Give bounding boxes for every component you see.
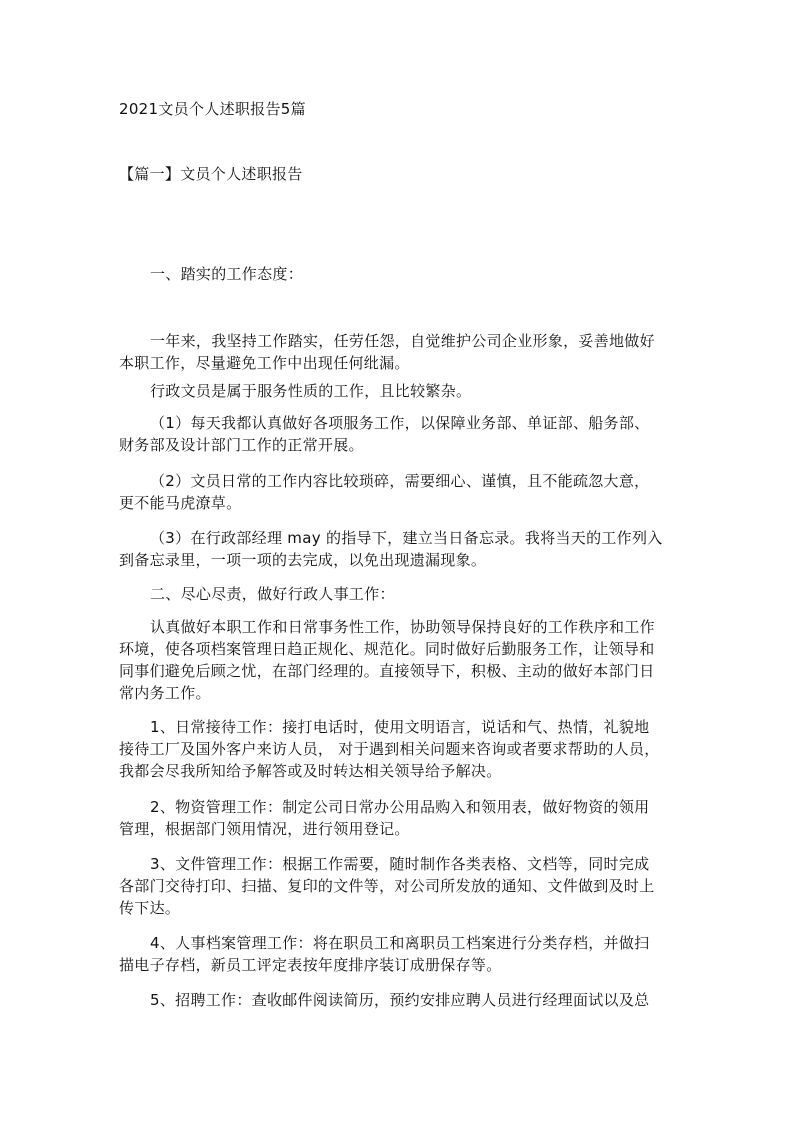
- paragraph-line: 到备忘录里，一项一项的去完成，以免出现遗漏现象。: [119, 551, 487, 569]
- paragraph-line: 我都会尽我所知给予解答或及时转达相关领导给予解决。: [119, 762, 502, 780]
- paragraph-10: [119, 932, 650, 976]
- paragraph-8: [119, 796, 650, 840]
- paragraph-line: 2、物资管理工作：制定公司日常办公用品购入和领用表，做好物资的领用: [150, 798, 650, 816]
- document-title: 2021文员个人述职报告5篇: [119, 100, 306, 118]
- paragraph-9: [119, 853, 655, 919]
- paragraph-line: （3）在行政部经理 may 的指导下，建立当日备忘录。我将当天的工作列入: [150, 529, 663, 547]
- paragraph-5: [119, 527, 663, 571]
- paragraph-2: 行政文员是属于服务性质的工作，且比较繁杂。: [150, 382, 472, 400]
- paragraph-line: 环境，使各项档案管理日趋正规化、规范化。同时做好后勤服务工作，让领导和: [119, 640, 655, 658]
- paragraph-line: 描电子存档，新员工评定表按年度排序装订成册保存等。: [119, 956, 502, 974]
- paragraph-line: 各部门交待打印、扫描、复印的文件等，对公司所发放的通知、文件做到及时上: [119, 877, 655, 895]
- paragraph-line: （2）文员日常的工作内容比较琐碎，需要细心、谨慎，且不能疏忽大意，: [150, 472, 650, 490]
- paragraph-11: [150, 989, 649, 1011]
- section-heading-1: 一、踏实的工作态度：: [150, 265, 304, 283]
- paragraph-3: [119, 412, 650, 456]
- paragraph-line: 1、日常接待工作：接打电话时，使用文明语言，说话和气、热情，礼貌地: [150, 718, 650, 736]
- paragraph-4: [119, 470, 650, 514]
- paragraph-line: 管理，根据部门领用情况，进行领用登记。: [119, 820, 410, 838]
- paragraph-line: 3、文件管理工作：根据工作需要，随时制作各类表格、文档等，同时完成: [150, 855, 650, 873]
- paragraph-line: 常内务工作。: [119, 684, 211, 702]
- paragraph-line: 一年来，我坚持工作踏实，任劳任怨，自觉维护公司企业形象，妥善地做好: [150, 332, 655, 350]
- paragraph-line: 5、招聘工作：查收邮件阅读简历，预约安排应聘人员进行经理面试以及总: [150, 991, 650, 1009]
- paragraph-line: 认真做好本职工作和日常事务性工作，协助领导保持良好的工作秩序和工作: [150, 618, 655, 636]
- section-heading-2: 二、尽心尽责，做好行政人事工作：: [150, 585, 395, 603]
- paragraph-line: 接待工厂及国外客户来访人员， 对于遇到相关问题来咨询或者要求帮助的人员，: [119, 740, 660, 758]
- paragraph-line: 传下达。: [119, 899, 181, 917]
- paragraph-line: 更不能马虎潦草。: [119, 494, 242, 512]
- paragraph-line: 同事们避免后顾之忧，在部门经理的。直接领导下，积极、主动的做好本部门日: [119, 662, 655, 680]
- paragraph-6: [119, 616, 655, 704]
- paragraph-7: [119, 716, 660, 782]
- paragraph-line: 本职工作，尽量避免工作中出现任何纰漏。: [119, 354, 410, 372]
- paragraph-line: （1）每天我都认真做好各项服务工作，以保障业务部、单证部、船务部、: [150, 414, 650, 432]
- paragraph-1: [119, 330, 655, 374]
- paragraph-line: 财务部及设计部门工作的正常开展。: [119, 436, 364, 454]
- chapter-heading: 【篇一】文员个人述职报告: [119, 165, 303, 183]
- paragraph-line: 4、人事档案管理工作：将在职员工和离职员工档案进行分类存档，并做扫: [150, 934, 650, 952]
